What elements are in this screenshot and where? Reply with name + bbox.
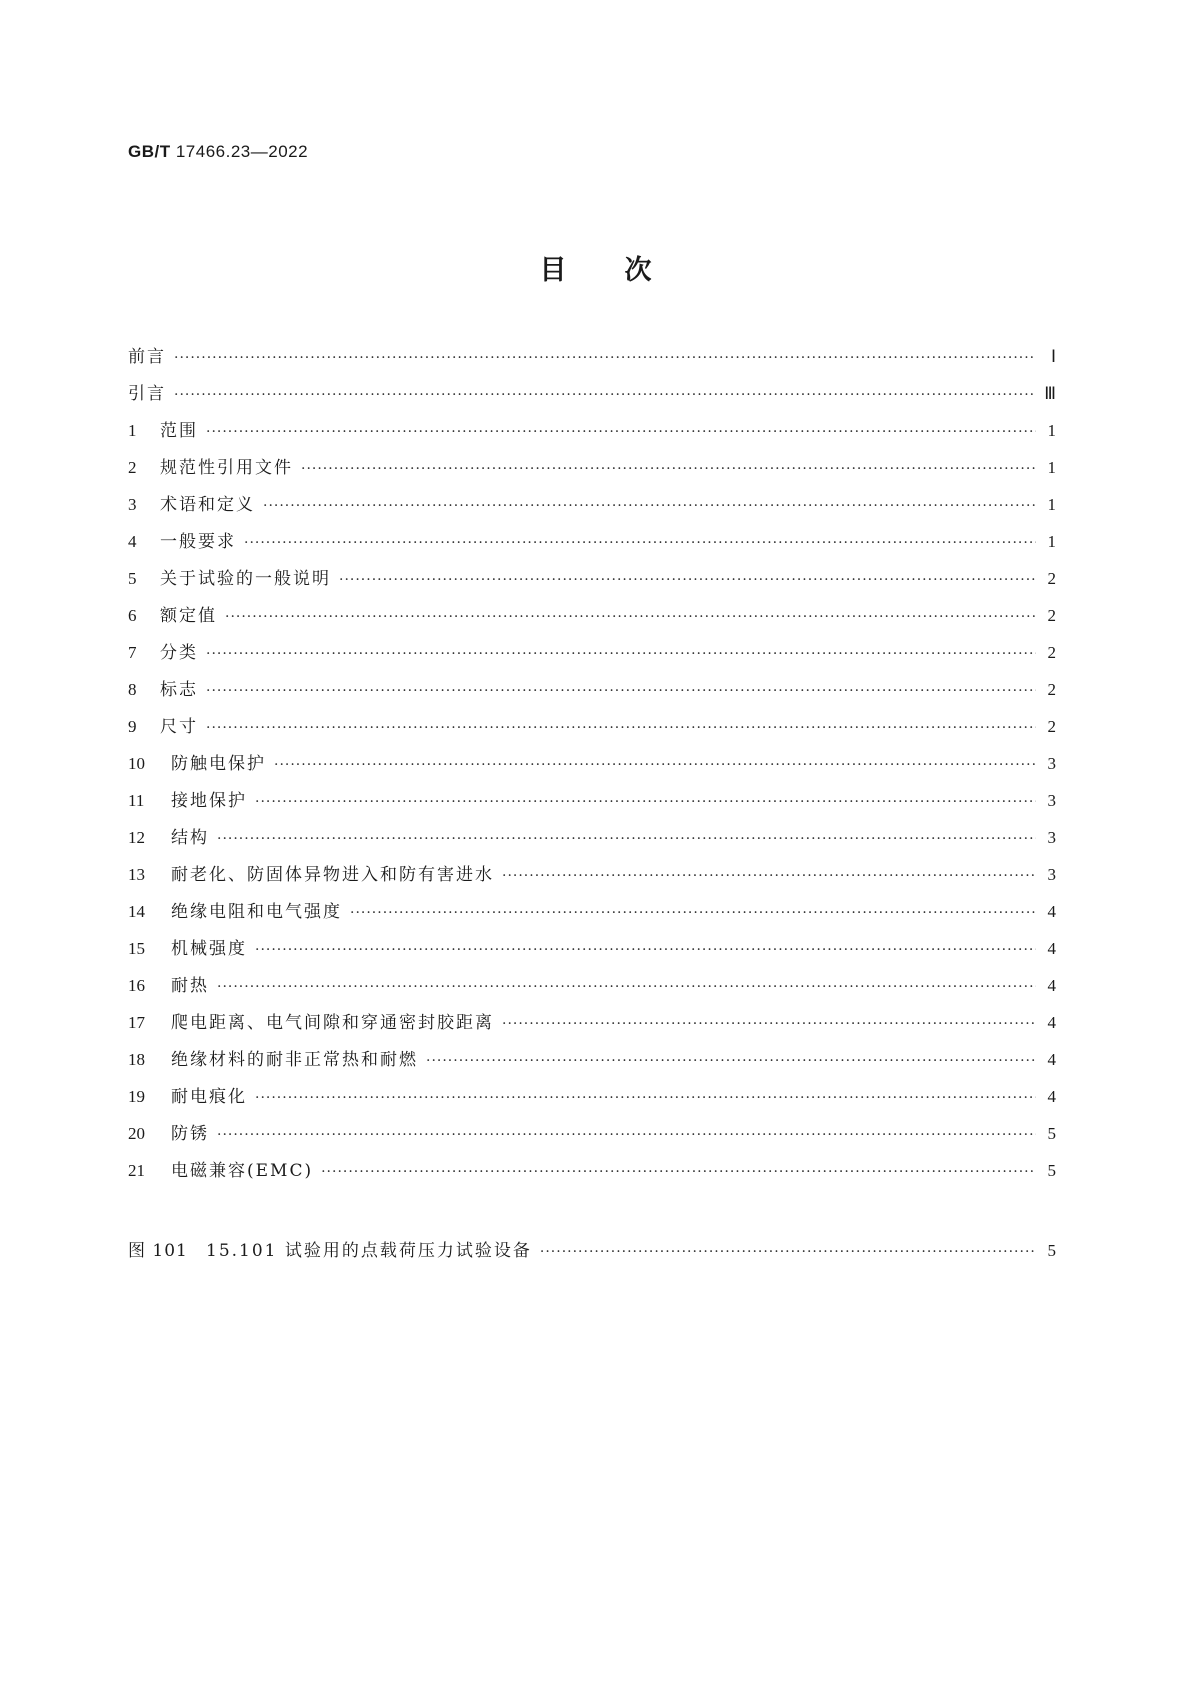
toc-entry-12[interactable] xyxy=(128,819,1056,856)
toc-entry-number: 12 xyxy=(128,828,145,847)
document-identifier xyxy=(128,142,308,162)
toc-entry-label: 前言 xyxy=(128,347,166,367)
standard-number: 17466.23—2022 xyxy=(175,142,309,161)
toc-entry-page: 4 xyxy=(1047,1013,1056,1032)
toc-entry-21[interactable] xyxy=(128,1152,1056,1189)
toc-entry-8[interactable] xyxy=(128,671,1056,708)
toc-leader-dots xyxy=(274,747,1036,784)
toc-leader-dots xyxy=(244,525,1036,562)
toc-leader-dots xyxy=(255,784,1036,821)
toc-entry-page: 1 xyxy=(1047,495,1056,514)
toc-entry-number: 7 xyxy=(128,643,137,662)
standard-prefix: GB/T xyxy=(128,142,171,161)
toc-entry-20[interactable] xyxy=(128,1115,1056,1152)
toc-leader-dots xyxy=(263,488,1036,525)
toc-entry-label: 分类 xyxy=(160,643,198,663)
toc-entry-18[interactable] xyxy=(128,1041,1056,1078)
toc-entry-label: 耐老化、防固体异物进入和防有害进水 xyxy=(171,865,494,885)
toc-entry-5[interactable] xyxy=(128,560,1056,597)
table-of-contents xyxy=(128,338,1056,1189)
toc-entry-page: 3 xyxy=(1047,754,1056,773)
toc-leader-dots xyxy=(225,599,1036,636)
toc-leader-dots xyxy=(502,858,1036,895)
toc-entry-3[interactable] xyxy=(128,486,1056,523)
toc-entry-page: 2 xyxy=(1047,606,1056,625)
toc-entry-page: Ⅰ xyxy=(1050,347,1056,366)
toc-entry-page: 3 xyxy=(1047,828,1056,847)
toc-entry-2[interactable] xyxy=(128,449,1056,486)
toc-leader-dots xyxy=(502,1006,1036,1043)
toc-entry-number: 6 xyxy=(128,606,137,625)
toc-entry-label: 绝缘材料的耐非正常热和耐燃 xyxy=(171,1050,418,1070)
toc-entry-page: 4 xyxy=(1047,976,1056,995)
toc-entry-7[interactable] xyxy=(128,634,1056,671)
toc-entry-label: 术语和定义 xyxy=(160,495,255,515)
toc-entry-number: 15 xyxy=(128,939,145,958)
toc-entry-1[interactable] xyxy=(128,412,1056,449)
figure-number: 图 101 xyxy=(128,1241,188,1261)
toc-entry-page: 4 xyxy=(1047,1050,1056,1069)
toc-entry-foreword[interactable] xyxy=(128,338,1056,375)
toc-entry-label: 范围 xyxy=(160,421,198,441)
toc-leader-dots xyxy=(206,673,1036,710)
toc-entry-number: 1 xyxy=(128,421,137,440)
toc-entry-label: 标志 xyxy=(160,680,198,700)
toc-entry-number: 2 xyxy=(128,458,137,477)
toc-entry-page: Ⅲ xyxy=(1044,384,1056,403)
toc-entry-number: 21 xyxy=(128,1161,145,1180)
toc-entry-page: 1 xyxy=(1047,458,1056,477)
toc-leader-dots xyxy=(540,1234,1036,1271)
toc-leader-dots xyxy=(350,895,1036,932)
toc-entry-page: 3 xyxy=(1047,865,1056,884)
page-title: 目次 xyxy=(539,255,710,286)
toc-entry-page: 4 xyxy=(1047,1087,1056,1106)
toc-entry-number: 19 xyxy=(128,1087,145,1106)
toc-entry-10[interactable] xyxy=(128,745,1056,782)
toc-entry-number: 17 xyxy=(128,1013,145,1032)
toc-entry-page: 3 xyxy=(1047,791,1056,810)
toc-entry-label: 绝缘电阻和电气强度 xyxy=(171,902,342,922)
toc-entry-number: 13 xyxy=(128,865,145,884)
toc-entry-4[interactable] xyxy=(128,523,1056,560)
toc-entry-page: 5 xyxy=(1047,1124,1056,1143)
toc-entry-19[interactable] xyxy=(128,1078,1056,1115)
toc-entry-number: 9 xyxy=(128,717,137,736)
toc-entry-label: 结构 xyxy=(171,828,209,848)
toc-entry-page: 1 xyxy=(1047,532,1056,551)
toc-entry-label: 规范性引用文件 xyxy=(160,458,293,478)
toc-entry-number: 8 xyxy=(128,680,137,699)
toc-leader-dots xyxy=(426,1043,1036,1080)
toc-entry-17[interactable] xyxy=(128,1004,1056,1041)
toc-entry-label: 引言 xyxy=(128,384,166,404)
figure-caption: 15.101 试验用的点载荷压力试验设备 xyxy=(206,1241,532,1261)
toc-entry-number: 16 xyxy=(128,976,145,995)
toc-entry-label: 机械强度 xyxy=(171,939,247,959)
toc-leader-dots xyxy=(339,562,1036,599)
toc-figure-entry-101[interactable] xyxy=(128,1232,1056,1271)
toc-entry-14[interactable] xyxy=(128,893,1056,930)
toc-entry-page: 5 xyxy=(1047,1161,1056,1180)
toc-entry-label: 耐热 xyxy=(171,976,209,996)
toc-leader-dots xyxy=(301,451,1036,488)
toc-entry-label: 电磁兼容(EMC) xyxy=(171,1161,314,1181)
toc-leader-dots xyxy=(217,821,1036,858)
toc-leader-dots xyxy=(321,1154,1036,1191)
toc-entry-label: 耐电痕化 xyxy=(171,1087,247,1107)
toc-entry-number: 20 xyxy=(128,1124,145,1143)
toc-entry-label: 爬电距离、电气间隙和穿通密封胶距离 xyxy=(171,1013,494,1033)
toc-entry-15[interactable] xyxy=(128,930,1056,967)
toc-entry-label: 防触电保护 xyxy=(171,754,266,774)
figure-page: 5 xyxy=(1047,1241,1056,1260)
toc-leader-dots xyxy=(255,1080,1036,1117)
toc-entry-page: 4 xyxy=(1047,939,1056,958)
toc-entry-number: 10 xyxy=(128,754,145,773)
toc-entry-9[interactable] xyxy=(128,708,1056,745)
toc-entry-page: 2 xyxy=(1047,569,1056,588)
toc-entry-page: 2 xyxy=(1047,680,1056,699)
toc-entry-label: 一般要求 xyxy=(160,532,236,552)
toc-entry-page: 2 xyxy=(1047,717,1056,736)
toc-leader-dots xyxy=(206,414,1036,451)
toc-entry-label: 关于试验的一般说明 xyxy=(160,569,331,589)
toc-entry-page: 2 xyxy=(1047,643,1056,662)
toc-entry-16[interactable] xyxy=(128,967,1056,1004)
toc-entry-label: 额定值 xyxy=(160,606,217,626)
toc-entry-number: 14 xyxy=(128,902,145,921)
toc-entry-number: 11 xyxy=(128,791,145,810)
toc-leader-dots xyxy=(255,932,1036,969)
toc-leader-dots xyxy=(174,377,1036,414)
toc-entry-11[interactable] xyxy=(128,782,1056,819)
toc-leader-dots xyxy=(206,636,1036,673)
toc-entry-6[interactable] xyxy=(128,597,1056,634)
toc-leader-dots xyxy=(174,340,1036,377)
toc-entry-number: 18 xyxy=(128,1050,145,1069)
toc-entry-page: 4 xyxy=(1047,902,1056,921)
toc-entry-number: 5 xyxy=(128,569,137,588)
toc-leader-dots xyxy=(217,1117,1036,1154)
toc-entry-label: 尺寸 xyxy=(160,717,198,737)
toc-leader-dots xyxy=(217,969,1036,1006)
toc-entry-13[interactable] xyxy=(128,856,1056,893)
toc-entry-page: 1 xyxy=(1047,421,1056,440)
toc-entry-number: 3 xyxy=(128,495,137,514)
toc-entry-number: 4 xyxy=(128,532,137,551)
toc-entry-label: 接地保护 xyxy=(171,791,247,811)
toc-entry-introduction[interactable] xyxy=(128,375,1056,412)
toc-entry-label: 防锈 xyxy=(171,1124,209,1144)
toc-leader-dots xyxy=(206,710,1036,747)
